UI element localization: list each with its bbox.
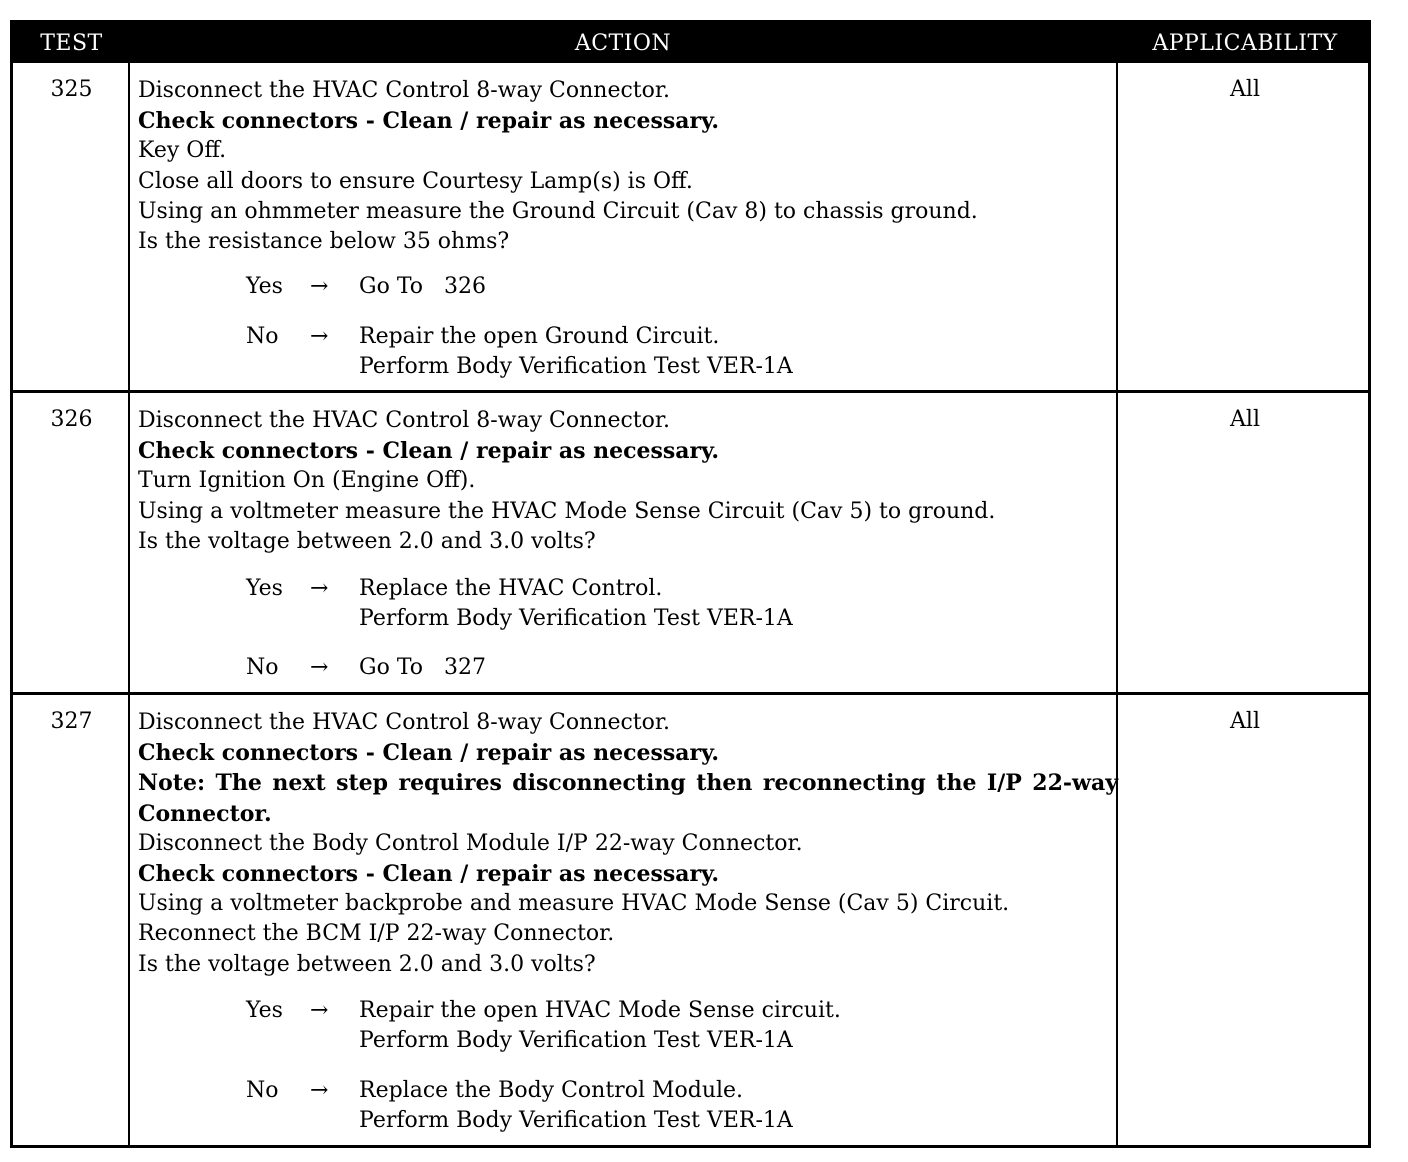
action-step: Check connectors - Clean / repair as necessary. bbox=[138, 740, 720, 767]
test-number: 326 bbox=[50, 407, 93, 432]
action-step: Check connectors - Clean / repair as necessary. bbox=[138, 438, 720, 465]
action-step: Reconnect the BCM I/P 22-way Connector. bbox=[138, 921, 615, 947]
action-step: Disconnect the HVAC Control 8-way Connector. bbox=[138, 78, 670, 103]
result-text: Perform Body Verification Test VER-1A bbox=[359, 1028, 793, 1053]
result-text: Perform Body Verification Test VER-1A bbox=[359, 1108, 793, 1133]
header-applicability: APPLICABILITY bbox=[1152, 31, 1338, 56]
result-text: Replace the Body Control Module. bbox=[359, 1078, 744, 1103]
action-step: Using a voltmeter backprobe and measure HVAC Mode Sense (Cav 5) Circuit. bbox=[138, 891, 1010, 917]
action-steps bbox=[138, 406, 1118, 557]
arrow-icon: → bbox=[310, 324, 329, 349]
arrow-icon: → bbox=[310, 655, 329, 680]
result-label: Yes bbox=[246, 576, 283, 601]
arrow-icon: → bbox=[310, 1078, 329, 1103]
result-text: Go To 327 bbox=[359, 655, 486, 680]
action-step: Using an ohmmeter measure the Ground Circuit (Cav 8) to chassis ground. bbox=[138, 198, 978, 224]
result-text: Replace the HVAC Control. bbox=[359, 576, 663, 601]
action-step: Check connectors - Clean / repair as necessary. bbox=[138, 108, 720, 135]
table-row bbox=[13, 63, 1368, 390]
action-step: Disconnect the HVAC Control 8-way Connector. bbox=[138, 408, 670, 433]
action-steps bbox=[138, 708, 1118, 980]
result-text: Perform Body Verification Test VER-1A bbox=[359, 606, 793, 631]
test-number: 327 bbox=[50, 709, 93, 734]
result-label: No bbox=[246, 655, 279, 680]
table-header bbox=[13, 23, 1368, 63]
applicability-value: All bbox=[1230, 407, 1260, 432]
diagnostic-table bbox=[10, 20, 1371, 1148]
action-step: Is the resistance below 35 ohms? bbox=[138, 229, 510, 255]
header-test: TEST bbox=[40, 31, 103, 56]
result-text: Repair the open HVAC Mode Sense circuit. bbox=[359, 998, 841, 1023]
action-step: Check connectors - Clean / repair as necessary. bbox=[138, 861, 720, 888]
arrow-icon: → bbox=[310, 998, 329, 1023]
action-step: Disconnect the Body Control Module I/P 22-way Connector. bbox=[138, 830, 803, 856]
action-step: Close all doors to ensure Courtesy Lamp(s) is Off. bbox=[138, 168, 693, 194]
arrow-icon: → bbox=[310, 576, 329, 601]
action-step: Disconnect the HVAC Control 8-way Connector. bbox=[138, 710, 670, 735]
action-step: Turn Ignition On (Engine Off). bbox=[138, 468, 476, 494]
result-text: Perform Body Verification Test VER-1A bbox=[359, 354, 793, 379]
applicability-value: All bbox=[1230, 709, 1260, 734]
result-label: No bbox=[246, 1078, 279, 1103]
action-step-note: Note: The next step requires disconnecting then reconnecting the I/P 22-way Connector. bbox=[138, 770, 1118, 827]
table-row bbox=[13, 695, 1368, 1148]
table-row bbox=[13, 393, 1368, 692]
arrow-icon: → bbox=[310, 274, 329, 299]
action-step: Key Off. bbox=[138, 138, 227, 164]
result-label: Yes bbox=[246, 998, 283, 1023]
applicability-value: All bbox=[1230, 77, 1260, 102]
result-label: Yes bbox=[246, 274, 283, 299]
test-number: 325 bbox=[50, 77, 93, 102]
result-text: Go To 326 bbox=[359, 274, 486, 299]
action-steps bbox=[138, 76, 1118, 257]
result-text: Repair the open Ground Circuit. bbox=[359, 324, 720, 349]
action-step: Is the voltage between 2.0 and 3.0 volts? bbox=[138, 528, 596, 554]
action-step: Is the voltage between 2.0 and 3.0 volts? bbox=[138, 951, 596, 977]
action-step: Using a voltmeter measure the HVAC Mode Sense Circuit (Cav 5) to ground. bbox=[138, 498, 996, 524]
header-action: ACTION bbox=[574, 31, 672, 56]
result-label: No bbox=[246, 324, 279, 349]
